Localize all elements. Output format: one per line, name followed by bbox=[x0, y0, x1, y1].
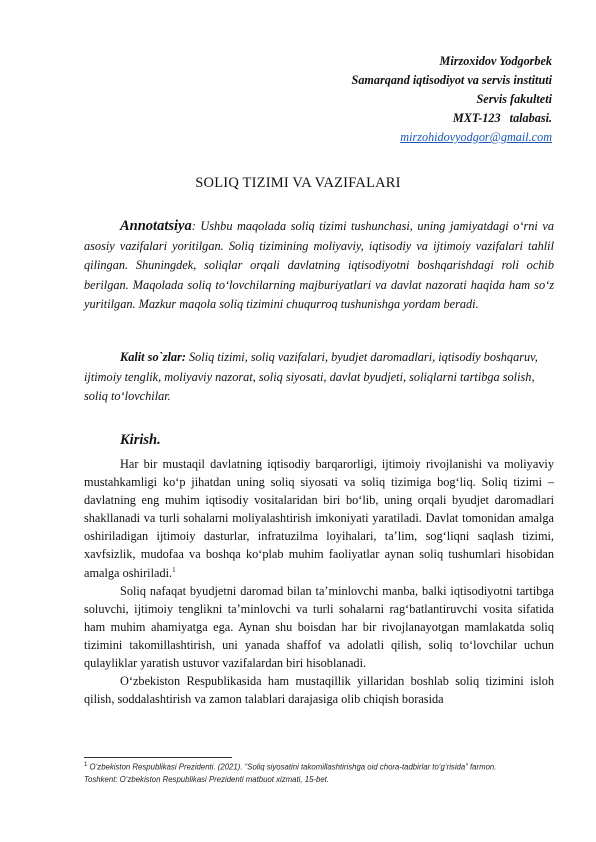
article-title: SOLIQ TIZIMI VA VAZIFALARI bbox=[195, 175, 401, 191]
author-institute: Samarqand iqtisodiyot va servis instituti bbox=[351, 73, 552, 87]
author-email-link[interactable]: mirzohidovyodgor@gmail.com bbox=[400, 130, 552, 144]
author-faculty: Servis fakulteti bbox=[476, 92, 552, 106]
intro-heading: Kirish. bbox=[120, 432, 161, 448]
intro-paragraph-1 bbox=[84, 455, 554, 582]
annotation-label: Annotatsiya bbox=[120, 218, 192, 234]
footnote-number: 1 bbox=[84, 762, 88, 768]
intro-paragraph-2: Soliq nafaqat byudjetni daromad bilan ta’minlovchi manba, balki iqtisodiyotni tartibga soluvchi, ijtimoiy tenglikni ta’minlovchi va turli sohalarni rag‘batlantiruvchi vosita sifatida ham muhim ahamiyatga ega. Aynan shu boisdan har bir rivojlanayotgan mamlakatda soliq tizimini takomillashtirish, uni yanada shaffof va adolatli qilish, soliq to‘lovchilar uchun qulayliklar yaratish ustuvor vazifalardan biri hisoblanadi. bbox=[84, 583, 554, 671]
keywords-label: Kalit so`zlar: bbox=[120, 350, 186, 364]
annotation-paragraph bbox=[84, 217, 554, 315]
footnote-divider bbox=[84, 757, 232, 758]
keywords-text: Soliq tizimi, soliq vazifalari, byudjet daromadlari, iqtisodiy boshqaruv, ijtimoiy tenglik, moliyaviy nazorat, soliq siyosati, davlat byudjeti, soliqlarni tartibga solish, soliq to‘lovchilar. bbox=[84, 350, 538, 404]
author-block bbox=[352, 52, 552, 147]
intro-paragraph-3: O‘zbekiston Respublikasida ham mustaqillik yillaridan boshlab soliq tizimini isloh qilish, soddalashtirish va zamon talablari darajasiga olib chiqish borasida bbox=[84, 674, 554, 707]
annotation-text: : Ushbu maqolada soliq tizimi tushunchasi, uning jamiyatdagi o‘rni va asosiy vazifalari yoritilgan. Soliq tizimining moliyaviy, iqtisodiy va ijtimoiy vazifalari tahlil qilingan. Shuningdek, soliqlar orqali davlatning iqtisodiyotni boshqarishdagi roli ochib berilgan. Maqolada soliq to‘lovchilarning majburiyatlari va davlat nazorati haqida ham so‘z yuritilgan. Mazkur maqola soliq tizimini chuqurroq tushunishga yordam beradi. bbox=[84, 219, 554, 312]
footnote bbox=[84, 759, 524, 786]
author-group: MXT-123 talabasi. bbox=[452, 111, 552, 125]
author-name: Mirzoxidov Yodgorbek bbox=[439, 54, 552, 68]
footnote-text: O‘zbekiston Respublikasi Prezidenti. (2021). “Soliq siyosatini takomillashtirishga oid chora-tadbirlar to‘g‘risida” farmon. Toshkent: O‘zbekiston Respublikasi Prezidenti matbuot xizmati, 15-bet. bbox=[84, 762, 497, 784]
intro-body bbox=[84, 455, 554, 708]
keywords-paragraph bbox=[84, 348, 554, 407]
footnote-ref[interactable]: 1 bbox=[172, 565, 176, 574]
intro-p1-text: Har bir mustaqil davlatning iqtisodiy barqarorligi, ijtimoiy rivojlanishi va moliyaviy mustahkamligi ko‘p jihatdan uning soliq siyosati va soliq tizimiga bog‘liq. Soliq tizimi – davlatning eng muhim iqtisodiy vositalaridan biri bo‘lib, uning orqali byudjet daromadlari shakllanadi va turli sohalarni moliyalashtirish imkoniyati yaratiladi. Davlat tomonidan amalga oshiriladigan ijtimoiy dasturlar, infratuzilma loyihalari, ta’lim, sog‘liqni saqlash tizimi, xavfsizlik, mudofaa va boshqa ko‘plab muhim faoliyatlar aynan soliq tushumlari hisobidan amalga oshiriladi. bbox=[84, 457, 554, 580]
